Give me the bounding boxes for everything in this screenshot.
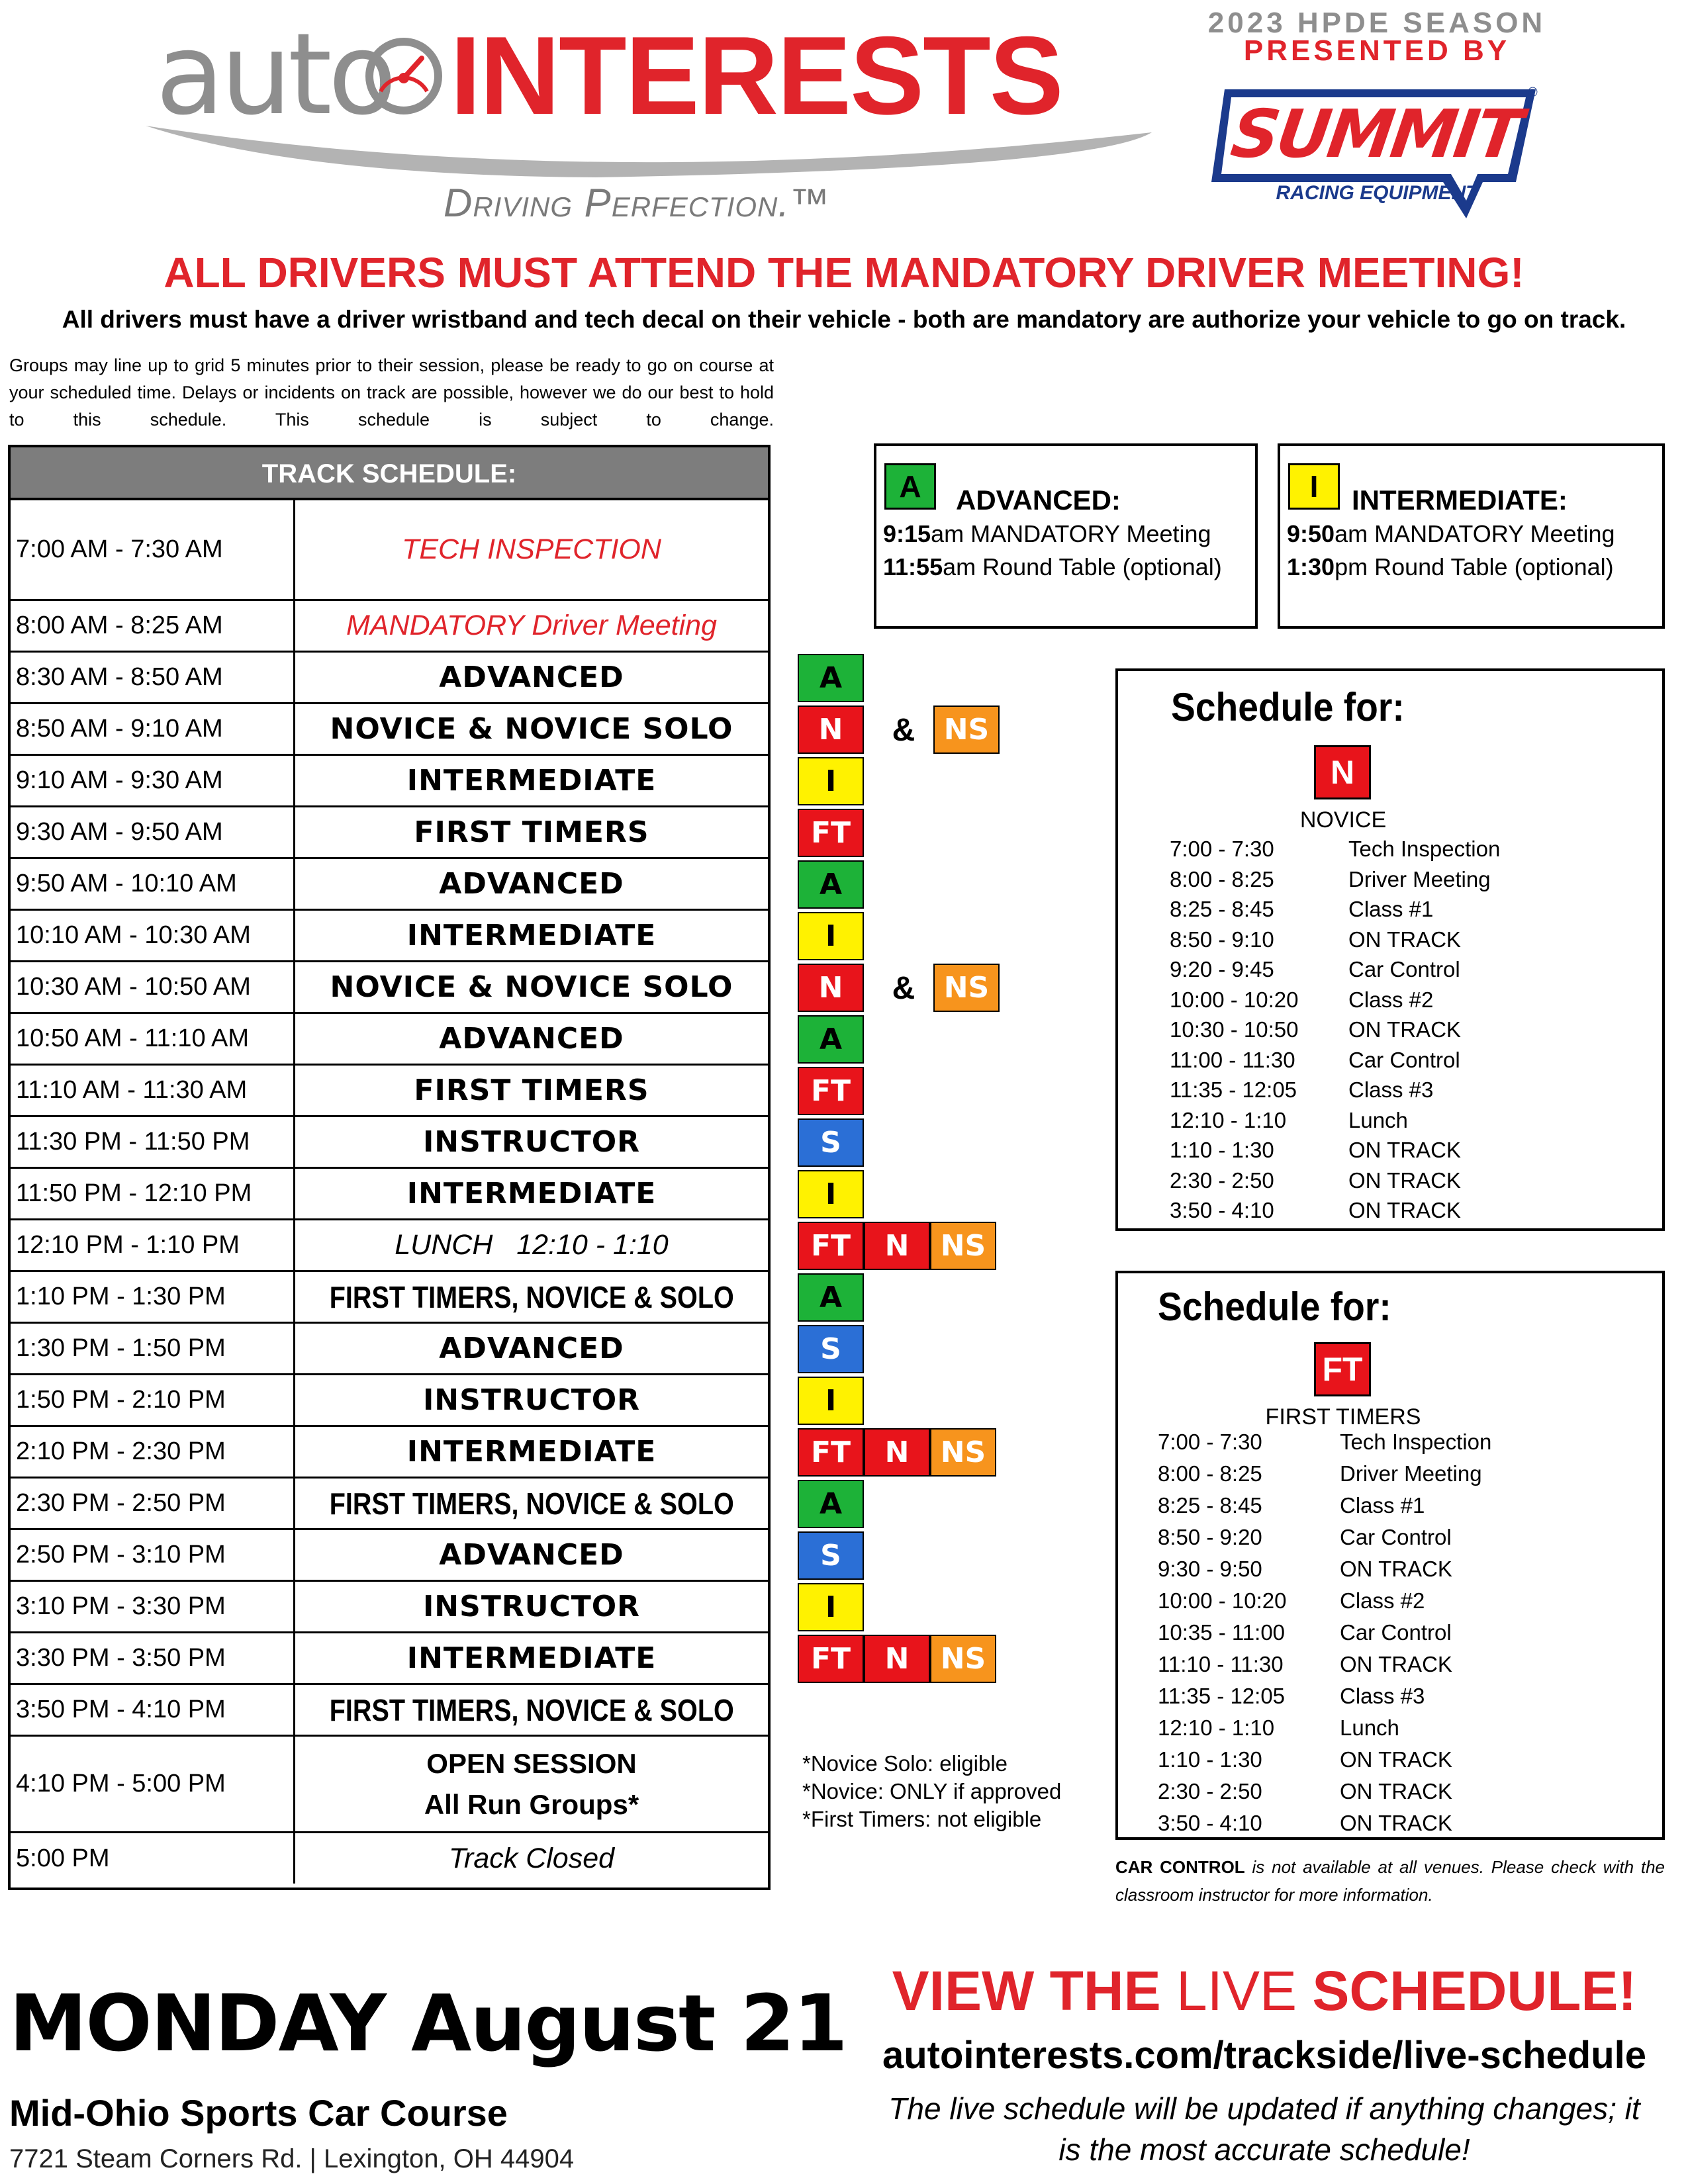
schedule-event: LUNCH 12:10 - 1:10 bbox=[395, 1229, 669, 1261]
schedule-event: ADVANCED bbox=[439, 1332, 624, 1365]
schedule-event bbox=[424, 1743, 639, 1825]
schedule-event: Track Closed bbox=[448, 1842, 615, 1874]
schedule-item-activity: ON TRACK bbox=[1340, 1557, 1452, 1581]
schedule-item-time: 8:00 - 8:25 bbox=[1158, 1461, 1262, 1486]
schedule-item-activity: Tech Inspection bbox=[1348, 837, 1501, 861]
badge-a: A bbox=[798, 1480, 864, 1528]
schedule-event-cell bbox=[295, 1272, 768, 1322]
wristband-notice: All drivers must have a driver wristband and tech decal on their vehicle - both are mandatory are authorize your vehicle to go on track. bbox=[62, 306, 1626, 333]
badge-ns: NS bbox=[933, 964, 1000, 1012]
schedule-event-cell bbox=[295, 807, 768, 857]
novice-label: NOVICE bbox=[1299, 807, 1387, 833]
schedule-event: INTERMEDIATE bbox=[406, 764, 657, 797]
schedule-item-time: 10:00 - 10:20 bbox=[1170, 987, 1299, 1012]
schedule-event: ADVANCED bbox=[439, 1538, 624, 1572]
schedule-item-time: 10:00 - 10:20 bbox=[1158, 1588, 1287, 1613]
venue-address: 7721 Steam Corners Rd. | Lexington, OH 44904 bbox=[9, 2144, 575, 2173]
advanced-roundtable-text: am Round Table (optional) bbox=[943, 553, 1222, 580]
schedule-time: 3:30 PM - 3:50 PM bbox=[11, 1633, 295, 1683]
schedule-time: 10:50 AM - 11:10 AM bbox=[11, 1014, 295, 1064]
schedule-event-cell bbox=[295, 1324, 768, 1373]
schedule-row bbox=[11, 962, 768, 1014]
season-label: 2023 HPDE SEASON bbox=[1207, 7, 1546, 39]
badge-a: A bbox=[798, 1015, 864, 1064]
schedule-row bbox=[11, 500, 768, 601]
schedule-time: 11:30 PM - 11:50 PM bbox=[11, 1117, 295, 1167]
schedule-item-activity: ON TRACK bbox=[1348, 1167, 1461, 1193]
schedule-item-activity: Tech Inspection bbox=[1340, 1430, 1492, 1454]
schedule-event-cell bbox=[295, 1375, 768, 1425]
schedule-event: INSTRUCTOR bbox=[422, 1383, 641, 1417]
schedule-item-time: 8:00 - 8:25 bbox=[1170, 866, 1274, 891]
badge-ns: NS bbox=[930, 1428, 996, 1477]
schedule-item-time: 11:35 - 12:05 bbox=[1158, 1684, 1286, 1708]
grid-note: Groups may line up to grid 5 minutes prior to their session, please be ready to go on course at your scheduled time. Delays or incidents on track are possible, however we do our best to hold to this schedule. This schedule is subject to change. bbox=[9, 355, 774, 430]
schedule-event-cell bbox=[295, 500, 768, 599]
schedule-event: NOVICE & NOVICE SOLO bbox=[330, 970, 733, 1004]
advanced-meeting-text: am MANDATORY Meeting bbox=[931, 520, 1211, 547]
schedule-time: 3:50 PM - 4:10 PM bbox=[11, 1685, 295, 1735]
schedule-item-time: 11:00 - 11:30 bbox=[1170, 1047, 1295, 1072]
schedule-time: 8:50 AM - 9:10 AM bbox=[11, 704, 295, 754]
schedule-row bbox=[11, 911, 768, 962]
logo-interests-text: INTERESTS bbox=[450, 13, 1062, 138]
schedule-event-cell bbox=[295, 962, 768, 1012]
schedule-item-activity: Driver Meeting bbox=[1340, 1461, 1482, 1486]
schedule-event: ADVANCED bbox=[439, 1022, 624, 1056]
schedule-time: 8:30 AM - 8:50 AM bbox=[11, 653, 295, 702]
schedule-time: 11:10 AM - 11:30 AM bbox=[11, 1066, 295, 1115]
advanced-meeting-line bbox=[883, 520, 1211, 548]
live-schedule-link[interactable]: autointerests.com/trackside/live-schedule bbox=[882, 2034, 1646, 2077]
schedule-event: INTERMEDIATE bbox=[406, 919, 657, 952]
badge-i: I bbox=[798, 912, 864, 960]
schedule-event: FIRST TIMERS bbox=[414, 1073, 649, 1107]
mandatory-meeting-headline: ALL DRIVERS MUST ATTEND THE MANDATORY DRIVER MEETING! bbox=[164, 249, 1524, 296]
live-view-word: VIEW THE bbox=[892, 1960, 1161, 2022]
intermediate-title: INTERMEDIATE: bbox=[1352, 484, 1568, 516]
advanced-roundtable-line bbox=[883, 553, 1222, 581]
schedule-time: 7:00 AM - 7:30 AM bbox=[11, 500, 295, 599]
ampersand: & bbox=[892, 713, 915, 748]
car-control-text: is not available at all venues. Please check with the classroom instructor for more information. bbox=[1115, 1857, 1665, 1905]
schedule-time: 9:30 AM - 9:50 AM bbox=[11, 807, 295, 857]
schedule-time: 10:10 AM - 10:30 AM bbox=[11, 911, 295, 960]
first-timers-schedule-title: Schedule for: bbox=[1158, 1285, 1391, 1329]
schedule-event-cell bbox=[295, 1833, 768, 1884]
schedule-item-time: 11:10 - 11:30 bbox=[1158, 1652, 1284, 1676]
schedule-event-cell bbox=[295, 1479, 768, 1528]
schedule-time: 9:10 AM - 9:30 AM bbox=[11, 756, 295, 805]
logo-auto-text: auto bbox=[156, 9, 393, 140]
schedule-row bbox=[11, 1530, 768, 1582]
badge-s: S bbox=[798, 1531, 864, 1580]
schedule-event-cell bbox=[295, 1530, 768, 1580]
venue-name: Mid-Ohio Sports Car Course bbox=[9, 2092, 508, 2134]
schedule-row bbox=[11, 1582, 768, 1633]
schedule-item-time: 9:20 - 9:45 bbox=[1170, 957, 1274, 981]
schedule-item-activity: ON TRACK bbox=[1340, 1652, 1452, 1676]
schedule-row bbox=[11, 1324, 768, 1375]
badge-n: N bbox=[864, 1222, 930, 1270]
schedule-time: 2:10 PM - 2:30 PM bbox=[11, 1427, 295, 1477]
schedule-item-activity: ON TRACK bbox=[1340, 1811, 1452, 1835]
schedule-time: 8:00 AM - 8:25 AM bbox=[11, 601, 295, 651]
schedule-item-activity: Class #3 bbox=[1348, 1077, 1434, 1102]
schedule-item-time: 8:50 - 9:20 bbox=[1158, 1525, 1262, 1549]
schedule-item-time: 1:10 - 1:30 bbox=[1170, 1138, 1274, 1162]
schedule-item-activity: Driver Meeting bbox=[1348, 866, 1491, 891]
schedule-item-activity: ON TRACK bbox=[1340, 1779, 1452, 1803]
schedule-item-time: 8:25 - 8:45 bbox=[1158, 1493, 1262, 1518]
badge-n: N bbox=[798, 705, 864, 754]
schedule-event-cell bbox=[295, 1014, 768, 1064]
schedule-row bbox=[11, 1066, 768, 1117]
schedule-event-cell bbox=[295, 1633, 768, 1683]
badge-ft: FT bbox=[798, 1428, 864, 1477]
schedule-item-activity: ON TRACK bbox=[1348, 1017, 1461, 1042]
schedule-row bbox=[11, 601, 768, 653]
schedule-event: FIRST TIMERS, NOVICE & SOLO bbox=[329, 1279, 734, 1314]
schedule-row bbox=[11, 859, 768, 911]
schedule-time: 12:10 PM - 1:10 PM bbox=[11, 1220, 295, 1270]
car-control-note bbox=[1115, 1853, 1665, 1909]
schedule-item-activity: Lunch bbox=[1340, 1715, 1399, 1740]
schedule-time: 9:50 AM - 10:10 AM bbox=[11, 859, 295, 909]
schedule-item-activity: ON TRACK bbox=[1348, 1198, 1461, 1222]
advanced-group-box bbox=[874, 443, 1258, 629]
ampersand: & bbox=[892, 971, 915, 1006]
live-live-word: LIVE bbox=[1176, 1960, 1297, 2022]
schedule-item-time: 2:30 - 2:50 bbox=[1158, 1779, 1262, 1803]
schedule-row bbox=[11, 1272, 768, 1324]
schedule-item-activity: Lunch bbox=[1348, 1107, 1408, 1132]
schedule-time: 1:50 PM - 2:10 PM bbox=[11, 1375, 295, 1425]
schedule-time: 2:50 PM - 3:10 PM bbox=[11, 1530, 295, 1580]
schedule-row bbox=[11, 1633, 768, 1685]
advanced-roundtable-time: 11:55 bbox=[883, 553, 943, 580]
schedule-event-line1: OPEN SESSION bbox=[426, 1747, 637, 1779]
badge-i: I bbox=[798, 1377, 864, 1425]
badge-ft: FT bbox=[798, 809, 864, 857]
schedule-event: MANDATORY Driver Meeting bbox=[346, 610, 717, 641]
schedule-row bbox=[11, 807, 768, 859]
schedule-row bbox=[11, 1014, 768, 1066]
schedule-item-time: 9:30 - 9:50 bbox=[1158, 1557, 1262, 1581]
schedule-item-activity: Car Control bbox=[1340, 1525, 1452, 1549]
schedule-event-cell bbox=[295, 704, 768, 754]
schedule-item-time: 3:50 - 4:10 bbox=[1158, 1811, 1262, 1835]
schedule-event-line2: All Run Groups* bbox=[424, 1788, 639, 1820]
schedule-event: INTERMEDIATE bbox=[406, 1435, 657, 1469]
schedule-item-time: 8:25 - 8:45 bbox=[1170, 897, 1274, 921]
schedule-time: 1:30 PM - 1:50 PM bbox=[11, 1324, 295, 1373]
live-schedule-headline bbox=[861, 1959, 1668, 2023]
badge-a: A bbox=[798, 654, 864, 702]
schedule-time: 4:10 PM - 5:00 PM bbox=[11, 1737, 295, 1831]
schedule-item-activity: ON TRACK bbox=[1348, 927, 1461, 952]
summit-wordmark: SUMMIT bbox=[1227, 95, 1525, 173]
schedule-event: FIRST TIMERS bbox=[414, 815, 649, 849]
schedule-time: 11:50 PM - 12:10 PM bbox=[11, 1169, 295, 1218]
schedule-time: 3:10 PM - 3:30 PM bbox=[11, 1582, 295, 1631]
schedule-event-cell bbox=[295, 1685, 768, 1735]
schedule-row bbox=[11, 1169, 768, 1220]
schedule-row bbox=[11, 1833, 768, 1884]
footnote-first-timers: *First Timers: not eligible bbox=[802, 1807, 1042, 1831]
schedule-event: INSTRUCTOR bbox=[422, 1125, 641, 1159]
first-timers-badge: FT bbox=[1314, 1342, 1371, 1396]
intermediate-meeting-time: 9:50 bbox=[1287, 520, 1335, 547]
schedule-item-activity: ON TRACK bbox=[1340, 1747, 1452, 1772]
intermediate-badge: I bbox=[1288, 463, 1340, 510]
schedule-item-time: 7:00 - 7:30 bbox=[1170, 837, 1274, 861]
badge-ns: NS bbox=[933, 705, 1000, 754]
schedule-item-activity: Car Control bbox=[1348, 957, 1460, 981]
footnote-novice: *Novice: ONLY if approved bbox=[802, 1779, 1062, 1803]
schedule-item-time: 7:00 - 7:30 bbox=[1158, 1430, 1262, 1454]
schedule-item-activity: Class #1 bbox=[1340, 1493, 1425, 1518]
schedule-row bbox=[11, 1685, 768, 1737]
schedule-event-cell bbox=[295, 653, 768, 702]
schedule-event-cell bbox=[295, 1169, 768, 1218]
schedule-item-activity: Class #2 bbox=[1348, 987, 1434, 1012]
schedule-time: 2:30 PM - 2:50 PM bbox=[11, 1479, 295, 1528]
summit-racing-logo bbox=[1205, 76, 1549, 228]
schedule-event-cell bbox=[295, 859, 768, 909]
schedule-item-time: 8:50 - 9:10 bbox=[1170, 927, 1274, 952]
badge-ft: FT bbox=[798, 1222, 864, 1270]
schedule-time: 10:30 AM - 10:50 AM bbox=[11, 962, 295, 1012]
schedule-item-activity: ON TRACK bbox=[1348, 1138, 1461, 1162]
badge-ns: NS bbox=[930, 1635, 996, 1683]
live-schedule-word: SCHEDULE! bbox=[1312, 1960, 1637, 2022]
schedule-row bbox=[11, 1220, 768, 1272]
badge-a: A bbox=[798, 860, 864, 909]
intermediate-group-box bbox=[1278, 443, 1665, 629]
schedule-row bbox=[11, 704, 768, 756]
schedule-time: 1:10 PM - 1:30 PM bbox=[11, 1272, 295, 1322]
track-schedule-table bbox=[8, 445, 771, 1890]
advanced-badge: A bbox=[884, 463, 936, 510]
schedule-event-cell bbox=[295, 1220, 768, 1270]
presented-by-label: PRESENTED BY bbox=[1243, 34, 1511, 67]
schedule-row bbox=[11, 1479, 768, 1530]
schedule-item-activity: Class #2 bbox=[1340, 1588, 1425, 1613]
car-control-lead: CAR CONTROL bbox=[1115, 1857, 1245, 1877]
schedule-item-time: 2:30 - 2:50 bbox=[1170, 1167, 1274, 1193]
schedule-event: TECH INSPECTION bbox=[402, 533, 661, 565]
schedule-event-cell bbox=[295, 1737, 768, 1831]
badge-n: N bbox=[798, 964, 864, 1012]
schedule-item-time: 1:10 - 1:30 bbox=[1158, 1747, 1262, 1772]
advanced-meeting-time: 9:15 bbox=[883, 520, 931, 547]
schedule-item-activity: Class #3 bbox=[1340, 1684, 1425, 1708]
badge-ns: NS bbox=[930, 1222, 996, 1270]
schedule-event: INSTRUCTOR bbox=[422, 1590, 641, 1623]
badge-a: A bbox=[798, 1273, 864, 1322]
advanced-title: ADVANCED: bbox=[956, 484, 1121, 516]
schedule-event: NOVICE & NOVICE SOLO bbox=[330, 712, 733, 746]
schedule-event: FIRST TIMERS, NOVICE & SOLO bbox=[329, 1486, 734, 1521]
schedule-event-cell bbox=[295, 1066, 768, 1115]
schedule-item-activity: Class #1 bbox=[1348, 897, 1434, 921]
schedule-row bbox=[11, 1737, 768, 1833]
badge-n: N bbox=[864, 1635, 930, 1683]
logo-tagline: Driving Perfection.™ bbox=[444, 181, 831, 225]
badge-ft: FT bbox=[798, 1635, 864, 1683]
footnote-novice-solo: *Novice Solo: eligible bbox=[802, 1751, 1008, 1776]
badge-i: I bbox=[798, 1170, 864, 1218]
badge-s: S bbox=[798, 1325, 864, 1373]
schedule-time: 5:00 PM bbox=[11, 1833, 295, 1884]
schedule-item-time: 3:50 - 4:10 bbox=[1170, 1198, 1274, 1222]
novice-schedule-title: Schedule for: bbox=[1171, 685, 1405, 729]
intermediate-roundtable-time: 1:30 bbox=[1287, 553, 1335, 580]
schedule-item-activity: Car Control bbox=[1348, 1047, 1460, 1072]
track-schedule-title: TRACK SCHEDULE: bbox=[11, 447, 768, 500]
event-date: MONDAY August 21 bbox=[9, 1978, 847, 2069]
first-timers-label: FIRST TIMERS bbox=[1265, 1404, 1421, 1430]
schedule-row bbox=[11, 1375, 768, 1427]
badge-n: N bbox=[864, 1428, 930, 1477]
badge-i: I bbox=[798, 1583, 864, 1631]
intermediate-roundtable-line bbox=[1287, 553, 1614, 581]
badge-ft: FT bbox=[798, 1067, 864, 1115]
schedule-row bbox=[11, 1117, 768, 1169]
schedule-item-activity: Car Control bbox=[1340, 1620, 1452, 1645]
schedule-event: INTERMEDIATE bbox=[406, 1641, 657, 1675]
schedule-item-time: 11:35 - 12:05 bbox=[1170, 1077, 1297, 1102]
novice-badge: N bbox=[1314, 745, 1371, 799]
schedule-item-time: 12:10 - 1:10 bbox=[1170, 1107, 1287, 1132]
schedule-event-cell bbox=[295, 1427, 768, 1477]
schedule-row bbox=[11, 1427, 768, 1479]
summit-reg-mark: ® bbox=[1528, 85, 1538, 100]
schedule-event: FIRST TIMERS, NOVICE & SOLO bbox=[329, 1692, 734, 1727]
schedule-item-time: 10:35 - 11:00 bbox=[1158, 1620, 1286, 1645]
schedule-event-cell bbox=[295, 1582, 768, 1631]
badge-i: I bbox=[798, 757, 864, 805]
intermediate-meeting-text: am MANDATORY Meeting bbox=[1335, 520, 1615, 547]
logo-swoosh bbox=[132, 106, 1165, 185]
schedule-event: INTERMEDIATE bbox=[406, 1177, 657, 1210]
novice-schedule-box bbox=[1115, 668, 1665, 1231]
live-schedule-note: The live schedule will be updated if anything changes; it is the most accurate schedule! bbox=[888, 2091, 1640, 2167]
schedule-event-cell bbox=[295, 601, 768, 651]
schedule-row bbox=[11, 653, 768, 704]
schedule-item-time: 10:30 - 10:50 bbox=[1170, 1017, 1299, 1042]
intermediate-meeting-line bbox=[1287, 520, 1615, 548]
intermediate-roundtable-text: pm Round Table (optional) bbox=[1335, 553, 1614, 580]
schedule-event: ADVANCED bbox=[439, 867, 624, 901]
schedule-row bbox=[11, 756, 768, 807]
badge-s: S bbox=[798, 1118, 864, 1167]
schedule-event: ADVANCED bbox=[439, 660, 624, 694]
schedule-event-cell bbox=[295, 911, 768, 960]
summit-subline: RACING EQUIPMENT bbox=[1276, 182, 1478, 204]
schedule-event-cell bbox=[295, 756, 768, 805]
schedule-event-cell bbox=[295, 1117, 768, 1167]
schedule-item-time: 12:10 - 1:10 bbox=[1158, 1715, 1275, 1740]
first-timers-schedule-box bbox=[1115, 1271, 1665, 1840]
